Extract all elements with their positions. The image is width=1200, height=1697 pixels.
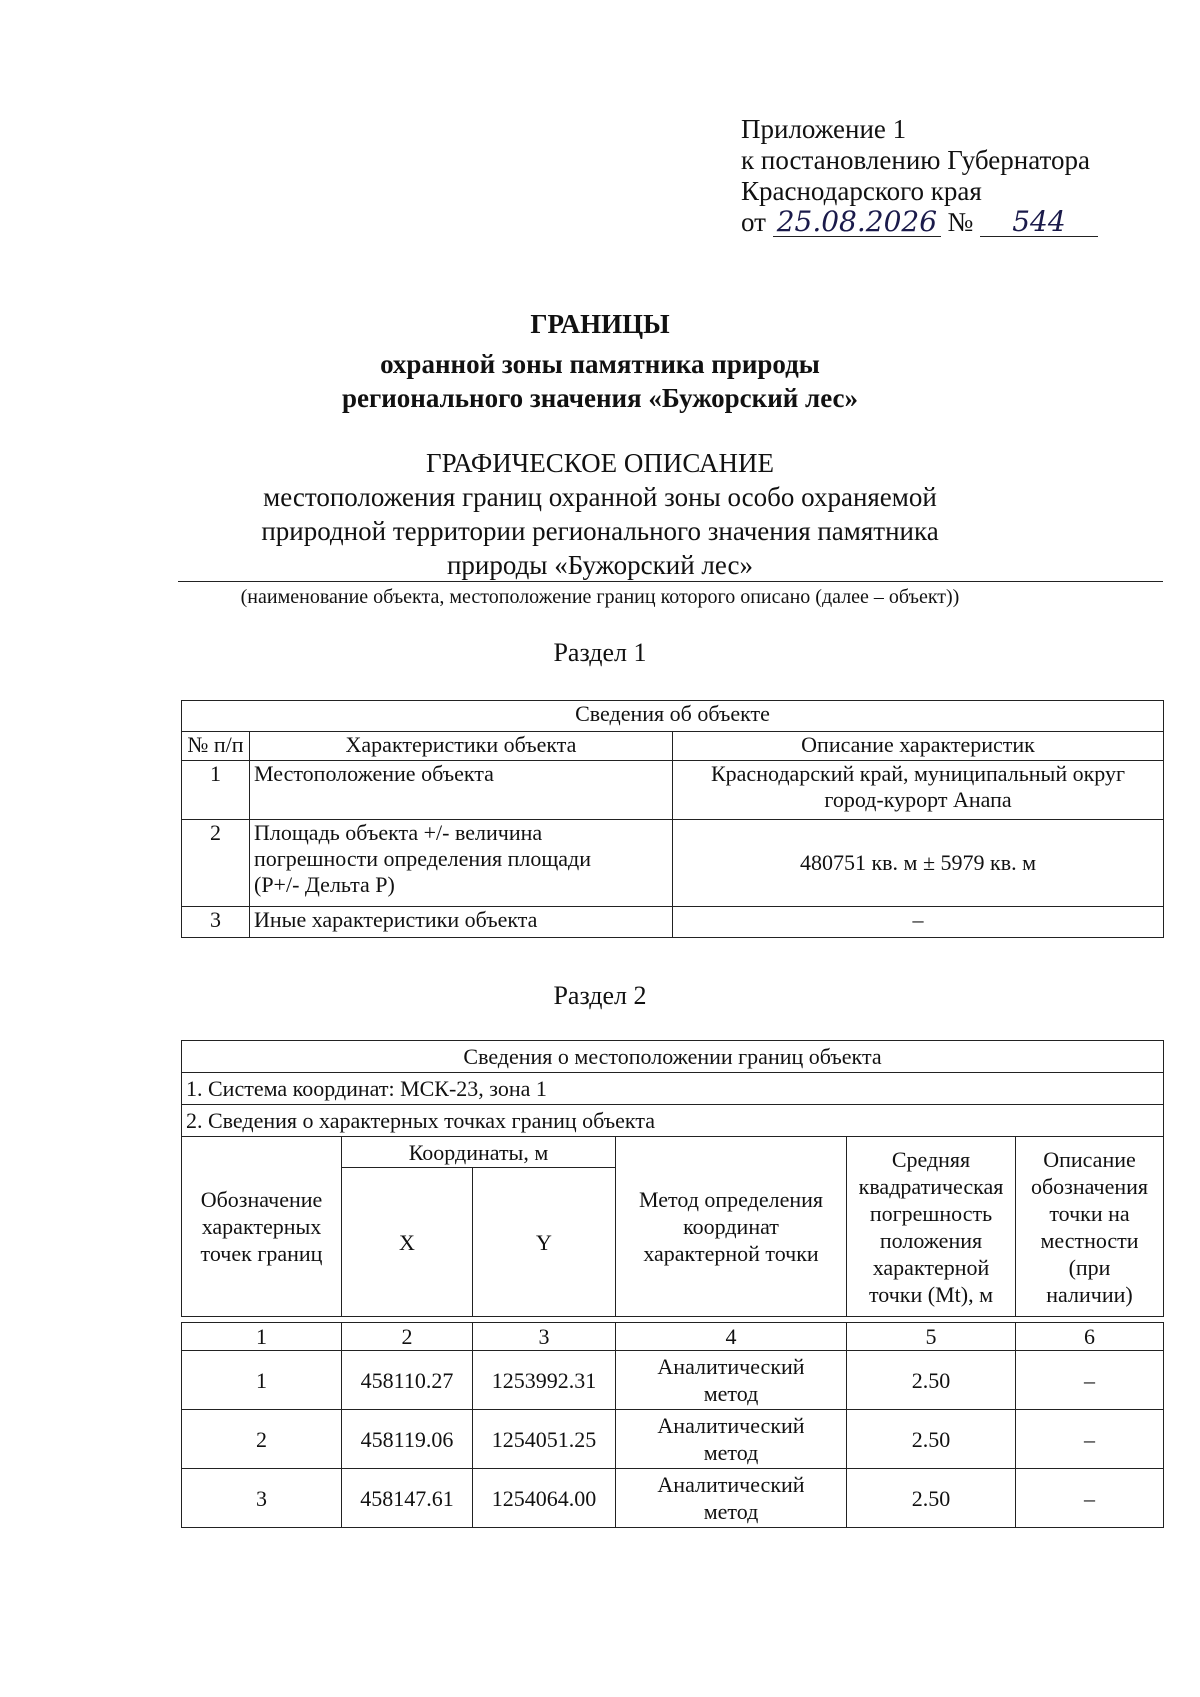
point-y: 1253992.31 <box>473 1351 616 1410</box>
header-row <box>182 1137 1164 1168</box>
point-y: 1254064.00 <box>473 1469 616 1528</box>
header-description: Описание характеристик <box>673 732 1164 761</box>
annex-number-label: № <box>947 207 974 237</box>
document-title: ГРАНИЦЫ <box>530 309 670 339</box>
table-row <box>182 820 1164 907</box>
header-line: местности <box>1040 1227 1139 1253</box>
header-line: (при <box>1068 1254 1111 1280</box>
column-number: 4 <box>616 1323 847 1351</box>
method-line: метод <box>703 1381 759 1406</box>
handwritten-number: 544 <box>980 208 1098 237</box>
header-designation <box>182 1137 342 1317</box>
point-designation: 2 <box>182 1410 342 1469</box>
header-line: характерной точки <box>643 1241 819 1266</box>
row-characteristic-line: (P+/- Дельта P) <box>254 872 395 897</box>
table-header-row <box>182 732 1164 761</box>
header-method <box>616 1137 847 1317</box>
method-line: Аналитический <box>657 1472 805 1497</box>
point-x: 458110.27 <box>342 1351 473 1410</box>
point-x: 458119.06 <box>342 1410 473 1469</box>
boundary-points-table <box>181 1040 1164 1528</box>
object-info-table <box>181 700 1164 938</box>
point-description: – <box>1016 1410 1164 1469</box>
document-title-line-2: охранной зоны памятника природы <box>380 349 820 379</box>
annex-line-2: к постановлению Губернатора <box>741 145 1090 175</box>
header-line: Описание <box>1043 1146 1136 1172</box>
header-line: координат <box>683 1214 779 1239</box>
annex-from-label: от <box>741 207 766 237</box>
column-numbers-row <box>182 1323 1164 1351</box>
section-2-title: Раздел 2 <box>553 981 647 1010</box>
method-line: Аналитический <box>657 1413 805 1438</box>
row-description: 480751 кв. м ± 5979 кв. м <box>673 820 1164 907</box>
graphic-line-4: природы «Бужорский лес» <box>446 550 754 580</box>
column-number: 2 <box>342 1323 473 1351</box>
coord-system-row <box>182 1073 1164 1105</box>
header-line: характерных <box>201 1214 322 1239</box>
header-line: квадратическая <box>858 1173 1004 1199</box>
annex-line-4 <box>741 207 1098 238</box>
graphic-heading: ГРАФИЧЕСКОЕ ОПИСАНИЕ <box>425 448 775 478</box>
header-line: положения <box>879 1227 983 1253</box>
points-title-row <box>182 1105 1164 1137</box>
row-characteristic <box>250 820 673 907</box>
coord-system: 1. Система координат: МСК-23, зона 1 <box>182 1073 1164 1105</box>
method-line: метод <box>703 1499 759 1524</box>
document-title-line-3: регионального значения «Бужорский лес» <box>341 383 859 413</box>
header-line: точки (Mt), м <box>868 1281 994 1307</box>
header-point-description <box>1016 1137 1164 1317</box>
annex-block <box>741 114 1098 238</box>
header-coordinates: Координаты, м <box>342 1137 616 1168</box>
point-method <box>616 1469 847 1528</box>
header-error <box>847 1137 1016 1317</box>
table-row <box>182 1469 1164 1528</box>
column-number: 3 <box>473 1323 616 1351</box>
annex-line-1: Приложение 1 <box>741 114 907 144</box>
column-number: 6 <box>1016 1323 1164 1351</box>
column-number: 1 <box>182 1323 342 1351</box>
header-line: Обозначение <box>200 1187 323 1212</box>
row-number: 2 <box>182 820 250 907</box>
section-1-title: Раздел 1 <box>553 638 647 667</box>
table-row <box>182 1410 1164 1469</box>
row-description-line: город-курорт Анапа <box>824 787 1012 812</box>
header-line: характерной <box>872 1254 990 1280</box>
table-row <box>182 761 1164 820</box>
graphic-line-2: местоположения границ охранной зоны особо охраняемой <box>263 482 937 512</box>
boundary-table-title: Сведения о местоположении границ объекта <box>182 1041 1164 1073</box>
row-characteristic-line: погрешности определения площади <box>254 846 592 871</box>
point-method <box>616 1351 847 1410</box>
annex-line-3: Краснодарского края <box>741 176 982 206</box>
row-description: – <box>673 907 1164 938</box>
point-description: – <box>1016 1351 1164 1410</box>
row-number: 3 <box>182 907 250 938</box>
header-line: наличии) <box>1046 1281 1133 1307</box>
row-description-line: Краснодарский край, муниципальный округ <box>710 761 1126 786</box>
header-line: Средняя <box>891 1146 971 1172</box>
header-line: погрешность <box>869 1200 993 1226</box>
header-x: X <box>342 1168 473 1317</box>
row-characteristic: Иные характеристики объекта <box>250 907 673 938</box>
column-number: 5 <box>847 1323 1016 1351</box>
row-characteristic: Местоположение объекта <box>250 761 673 820</box>
point-y: 1254051.25 <box>473 1410 616 1469</box>
header-characteristic: Характеристики объекта <box>250 732 673 761</box>
method-line: Аналитический <box>657 1354 805 1379</box>
point-designation: 3 <box>182 1469 342 1528</box>
method-line: метод <box>703 1440 759 1465</box>
handwritten-date: 25.08.2026 <box>773 208 941 237</box>
point-description: – <box>1016 1469 1164 1528</box>
header-y: Y <box>473 1168 616 1317</box>
table-title-row <box>182 1041 1164 1073</box>
header-line: Метод определения <box>638 1187 824 1212</box>
row-characteristic-line: Площадь объекта +/- величина <box>254 820 543 845</box>
table-title-row <box>182 701 1164 732</box>
graphic-line-3: природной территории регионального значения памятника <box>261 516 939 546</box>
point-x: 458147.61 <box>342 1469 473 1528</box>
point-method <box>616 1410 847 1469</box>
header-number: № п/п <box>182 732 250 761</box>
object-name-caption: (наименование объекта, местоположение границ которого описано (далее – объект)) <box>240 586 960 608</box>
header-line: точек границ <box>200 1241 323 1266</box>
header-line: обозначения <box>1030 1173 1149 1199</box>
header-line: точки на <box>1049 1200 1130 1226</box>
point-error: 2.50 <box>847 1351 1016 1410</box>
points-title: 2. Сведения о характерных точках границ объекта <box>182 1105 1164 1137</box>
table-row <box>182 1351 1164 1410</box>
table-row <box>182 907 1164 938</box>
object-name-underline <box>178 581 1163 582</box>
row-number: 1 <box>182 761 250 820</box>
point-error: 2.50 <box>847 1410 1016 1469</box>
point-error: 2.50 <box>847 1469 1016 1528</box>
point-designation: 1 <box>182 1351 342 1410</box>
object-info-title: Сведения об объекте <box>182 701 1164 732</box>
row-description <box>673 761 1164 820</box>
